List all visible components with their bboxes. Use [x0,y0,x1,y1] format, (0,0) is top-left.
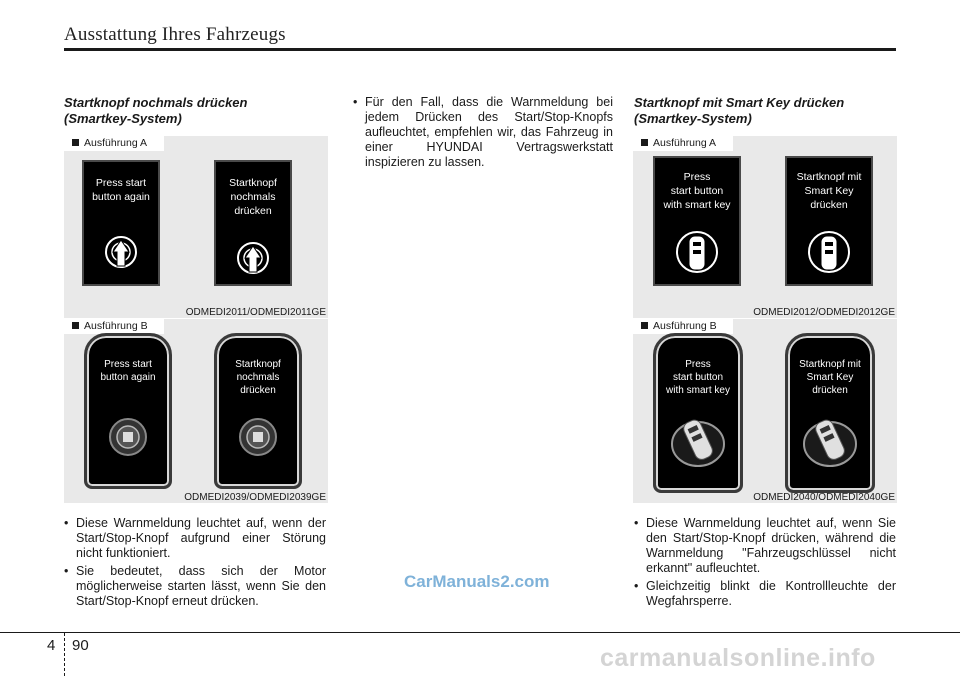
display-screen [84,333,172,489]
display-message: Startknopf mit Smart Key drücken [799,359,861,396]
watermark-carmanualsonline: carmanualsonline.info [600,644,876,672]
display-message: Press start button with smart key [663,171,731,211]
display-message: Press start button again [100,359,156,383]
middle-bullet-list [353,95,613,173]
start-button-icon [217,412,299,462]
page-header-title: Ausstattung Ihres Fahrzeugs [64,24,286,45]
figure-code: ODMEDI2040/ODMEDI2040GE [753,492,895,503]
list-item: • Diese Warnmeldung leuchtet auf, wenn Sie den Start/Stop-Knopf drücken, während die Warnmeldung "Fahrzeugschlüssel nicht erkannt" aufleuchtet. [634,516,896,575]
display-message: Press start button again [92,177,150,203]
list-item: • Sie bedeutet, dass sich der Motor möglicherweise starten lässt, wenn Sie den Start/Stop-Knopf erneut drücken. [64,564,326,608]
list-item: • Gleichzeitig blinkt die Kontrollleuchte der Wegfahrsperre. [634,579,896,608]
page-number: 90 [72,637,89,654]
display-screen [82,160,160,286]
figure-code: ODMEDI2039/ODMEDI2039GE [184,492,326,503]
square-bullet-icon [72,139,79,146]
display-screen [653,156,741,286]
display-screen [785,333,875,493]
right-bullet-list [634,516,896,612]
header-rule [64,48,896,51]
variant-label: Ausführung A [84,137,148,149]
variant-label: Ausführung A [653,137,717,149]
right-title-line2: (Smartkey-System) [634,111,752,126]
display-screen [653,333,743,493]
square-bullet-icon [641,139,648,146]
left-title-line1: Startknopf nochmals drücken [64,95,248,110]
smart-key-icon [787,222,871,282]
right-section-title [634,95,896,127]
chapter-number: 4 [47,637,56,654]
figure-left-variant-a [64,136,328,318]
variant-tag [64,136,164,151]
display-message: Startknopf nochmals drücken [235,359,281,396]
variant-tag [633,319,733,334]
display-message: Startknopf nochmals drücken [229,177,277,217]
variant-label: Ausführung B [84,320,148,332]
right-title-line1: Startknopf mit Smart Key drücken [634,95,845,110]
list-item: • Diese Warnmeldung leuchtet auf, wenn der Start/Stop-Knopf aufgrund einer Störung nicht funktioniert. [64,516,326,560]
variant-tag [64,319,164,334]
figure-right-variant-a [633,136,897,318]
left-bullet-list [64,516,326,612]
smart-key-icon [788,406,872,476]
figure-code: ODMEDI2012/ODMEDI2012GE [753,307,895,318]
figure-right-variant-b [633,319,897,503]
watermark-carmanuals2[interactable]: CarManuals2.com [404,572,550,591]
display-message: Startknopf mit Smart Key drücken [796,171,862,211]
finger-press-icon [84,232,158,272]
left-title-line2: (Smartkey-System) [64,111,182,126]
list-item: • Für den Fall, dass die Warnmeldung bei jedem Drücken des Start/Stop-Knopfs aufleuchtet, empfehlen wir, das Fahrzeug in einer HYUNDAI Vertragswerkstatt inspizieren zu lassen. [353,95,613,169]
display-screen [214,160,292,286]
variant-tag [633,136,733,151]
square-bullet-icon [641,322,648,329]
finger-press-icon [216,238,290,278]
start-button-icon [87,412,169,462]
variant-label: Ausführung B [653,320,717,332]
left-section-title [64,95,324,127]
smart-key-icon [656,406,740,476]
footer-rule [0,632,960,633]
figure-left-variant-b [64,319,328,503]
smart-key-icon [655,222,739,282]
display-screen [785,156,873,286]
figure-code: ODMEDI2011/ODMEDI2011GE [185,307,326,318]
display-message: Press start button with smart key [666,359,730,396]
footer-divider [64,633,65,676]
square-bullet-icon [72,322,79,329]
display-screen [214,333,302,489]
